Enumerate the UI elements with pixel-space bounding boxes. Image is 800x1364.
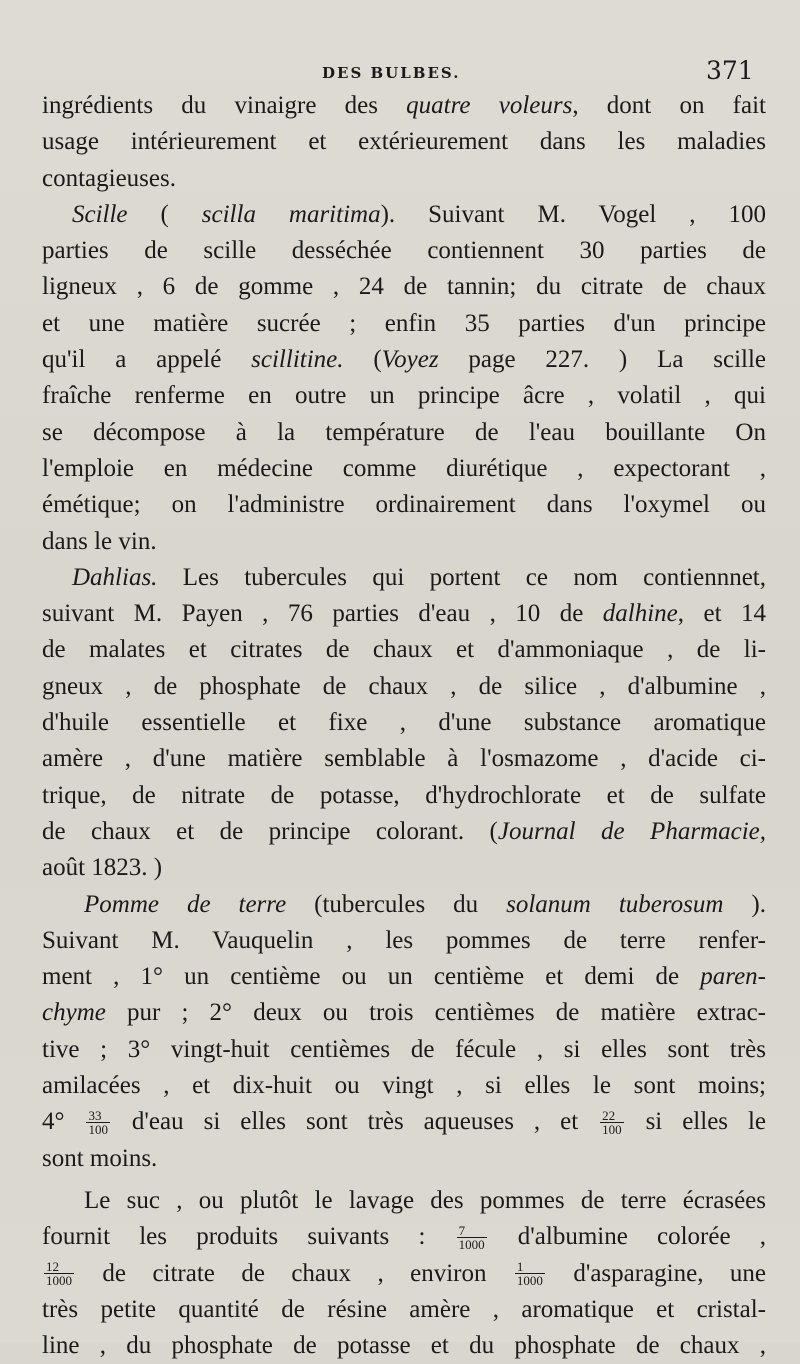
fraction: $\frac{12}{1000}$: [46, 1259, 72, 1289]
text-line: sont moins.: [42, 1144, 158, 1172]
text-line: chyme pur ; 2° deux ou trois centièmes de matière extrac-: [42, 999, 766, 1027]
text-line: gneux , de phosphate de chaux , de silice , d'albumine ,: [42, 672, 766, 700]
text-line: émétique; on l'administre ordinairement dans l'oxymel ou: [42, 491, 766, 519]
text-line: dans le vin.: [42, 527, 157, 555]
text-line: $\frac{12}{1000}$ de citrate de chaux , environ $\frac{1}{1000}$ d'asparagine, une: [46, 1259, 766, 1289]
text-line: ment , 1° un centième ou un centième et demi de paren-: [42, 963, 766, 991]
text-line: août 1823. ): [42, 854, 163, 882]
text-line: line , du phosphate de potasse et du phosphate de chaux ,: [42, 1332, 766, 1360]
text-line: de chaux et de principe colorant. (Journal de Pharmacie,: [42, 817, 766, 845]
text-line: parties de scille desséchée contiennent 30 parties de: [42, 237, 766, 265]
text-line: amilacées , et dix-huit ou vingt , si elles le sont moins;: [42, 1072, 766, 1100]
page-number: 371: [706, 56, 754, 85]
text-line-dahlias-heading: Dahlias. Les tubercules qui portent ce nom contiennnet,: [72, 563, 766, 591]
entry-term-scille: Scille: [72, 200, 128, 228]
page-header: [0, 52, 800, 92]
text-line: tive ; 3° vingt-huit centièmes de fécule , si elles sont très: [42, 1035, 766, 1063]
text-line: contagieuses.: [42, 164, 176, 192]
text-line: usage intérieurement et extérieurement dans les maladies: [42, 128, 766, 156]
text-line: et une matière sucrée ; enfin 35 parties d'un principe: [42, 309, 766, 337]
text-line: Le suc , ou plutôt le lavage des pommes de terre écrasées: [84, 1186, 766, 1214]
fraction: $\frac{1}{1000}$: [516, 1259, 543, 1289]
body-text: [42, 88, 766, 1364]
text-line: trique, de nitrate de potasse, d'hydrochlorate et de sulfate: [42, 781, 766, 809]
text-line: qu'il a appelé scillitine. (Voyez page 227. ) La scille: [42, 346, 766, 374]
entry-term-pomme-de-terre: Pomme de terre: [84, 890, 287, 918]
text-line: fraîche renferme en outre un principe âcre , volatil , qui: [42, 382, 766, 410]
fraction: $\frac{33}{100}$: [88, 1107, 108, 1137]
text-line: fournit les produits suivants : $\frac{7}{1000}$ d'albumine colorée ,: [42, 1222, 766, 1252]
fraction: $\frac{22}{100}$: [602, 1107, 622, 1137]
text-line: l'emploie en médecine comme diurétique , expectorant ,: [42, 454, 766, 482]
text-line: se décompose à la température de l'eau bouillante On: [42, 418, 766, 446]
text-line: amère , d'une matière semblable à l'osmazome , d'acide ci-: [42, 745, 766, 773]
text-line: 4° $\frac{33}{100}$ d'eau si elles sont très aqueuses , et $\frac{22}{100}$ si elles le: [42, 1107, 766, 1137]
text-line: ligneux , 6 de gomme , 24 de tannin; du citrate de chaux: [42, 273, 766, 301]
text-line: ingrédients du vinaigre des quatre voleurs, dont on fait: [42, 92, 766, 119]
text-line: très petite quantité de résine amère , aromatique et cristal-: [42, 1295, 766, 1323]
running-title: DES BULBES.: [322, 64, 461, 82]
text-line-scille-heading: Scille ( scilla maritima). Suivant M. Vogel , 100: [72, 200, 766, 228]
text-line: de malates et citrates de chaux et d'ammoniaque , de li-: [42, 636, 766, 664]
fraction: $\frac{7}{1000}$: [458, 1222, 485, 1252]
text-line: suivant M. Payen , 76 parties d'eau , 10 de dalhine, et 14: [42, 600, 766, 628]
entry-term-dahlias: Dahlias.: [72, 563, 158, 591]
text-line: d'huile essentielle et fixe , d'une substance aromatique: [42, 709, 766, 737]
text-line: Suivant M. Vauquelin , les pommes de terre renfer-: [42, 926, 766, 954]
text-line-pomme-heading: Pomme de terre (tubercules du solanum tuberosum ).: [84, 890, 766, 918]
